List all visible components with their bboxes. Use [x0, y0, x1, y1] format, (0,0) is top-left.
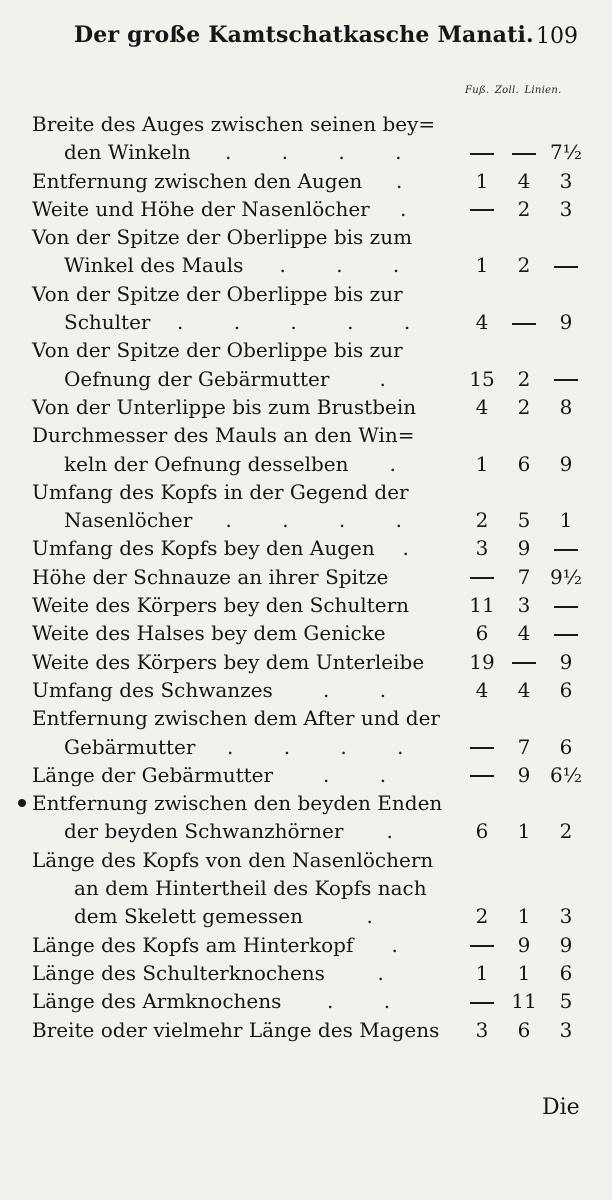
label-text: Umfang des Kopfs bey den Augen: [32, 536, 375, 561]
label-text: Oefnung der Gebärmutter: [64, 366, 330, 391]
measurement-row: [0, 761, 612, 789]
label-text: Von der Spitze der Oberlippe bis zur: [32, 281, 403, 306]
value-linien: [546, 251, 586, 279]
measurement-label-continued: [0, 506, 612, 534]
value-fuss: 19: [469, 649, 495, 674]
empty-value-dash: [470, 945, 494, 947]
label-text: der beyden Schwanzhörner: [64, 819, 344, 844]
value-linien: 1: [559, 508, 573, 533]
label-text: Weite des Halses bey dem Genicke: [32, 621, 386, 646]
label-text: Breite oder vielmehr Länge des Magens: [32, 1017, 440, 1042]
measurement-label: [0, 761, 612, 789]
label-text: Schulter: [64, 310, 151, 335]
leader-dots: . . . .: [225, 140, 424, 165]
label-text: an dem Hintertheil des Kopfs nach: [74, 876, 427, 901]
value-linien: [546, 534, 586, 562]
measurement-row: [0, 534, 612, 562]
label-text: keln der Oefnung desselben: [64, 451, 349, 476]
measurement-row: [0, 393, 612, 421]
value-fuss: [462, 931, 502, 959]
value-zoll: 11: [511, 989, 537, 1014]
value-fuss: 1: [475, 168, 489, 193]
value-linien: [546, 591, 586, 619]
label-text: Von der Unterlippe bis zum Brustbein: [32, 394, 417, 419]
leader-dots: .: [400, 196, 429, 221]
value-linien: 7½: [549, 140, 583, 165]
measurement-row: [0, 336, 612, 393]
label-text: Umfang des Kopfs in der Gegend der: [32, 479, 409, 504]
measurement-label: [0, 280, 612, 308]
label-text: Gebärmutter: [64, 734, 196, 759]
value-linien: 9½: [549, 564, 583, 589]
value-linien: 3: [559, 904, 573, 929]
label-text: Durchmesser des Mauls an den Win=: [32, 423, 415, 448]
leader-dots: .: [389, 451, 418, 476]
value-fuss: [462, 733, 502, 761]
label-text: Von der Spitze der Oberlippe bis zur: [32, 338, 403, 363]
label-text: Länge des Kopfs von den Nasenlöchern: [32, 847, 434, 872]
measurement-label: [0, 167, 612, 195]
measurement-label-continued: [0, 450, 612, 478]
value-zoll: 2: [517, 196, 531, 221]
value-zoll: 9: [517, 762, 531, 787]
measurement-label: [0, 478, 612, 506]
empty-value-dash: [512, 153, 536, 155]
value-zoll: 9: [517, 536, 531, 561]
label-text: Länge des Armknochens: [32, 989, 282, 1014]
measurement-label-continued: [0, 251, 612, 279]
value-zoll: 1: [517, 904, 531, 929]
value-linien: 6½: [549, 762, 583, 787]
label-text: Entfernung zwischen den beyden Enden: [32, 791, 443, 816]
measurement-label: [0, 846, 612, 874]
empty-value-dash: [470, 747, 494, 749]
value-zoll: [504, 648, 544, 676]
unit-column-headers: [465, 85, 590, 96]
label-text: den Winkeln: [64, 140, 191, 165]
leader-dots: .: [366, 904, 395, 929]
measurement-label-continued: [0, 308, 612, 336]
label-text: Weite des Körpers bey dem Unterleibe: [32, 649, 425, 674]
measurement-label: [0, 393, 612, 421]
value-zoll: 3: [517, 593, 531, 618]
measurement-label-continued: [0, 874, 612, 902]
measurement-table: [0, 110, 612, 1044]
measurement-label: [0, 959, 612, 987]
leader-dots: . .: [323, 762, 409, 787]
value-zoll: [504, 138, 544, 166]
label-text: Länge der Gebärmutter: [32, 762, 274, 787]
value-zoll: 1: [517, 819, 531, 844]
leader-dots: .: [379, 366, 408, 391]
measurement-label: [0, 563, 612, 591]
value-linien: 8: [559, 394, 573, 419]
empty-value-dash: [554, 266, 578, 268]
empty-value-dash: [554, 549, 578, 551]
empty-value-dash: [554, 634, 578, 636]
measurement-label-continued: [0, 902, 612, 930]
value-zoll: [504, 308, 544, 336]
measurement-label: [0, 987, 612, 1015]
measurement-row: [0, 959, 612, 987]
value-linien: 6: [559, 677, 573, 702]
value-linien: 6: [559, 960, 573, 985]
empty-value-dash: [512, 662, 536, 664]
measurement-row: [0, 167, 612, 195]
value-fuss: 15: [469, 366, 495, 391]
label-text: Breite des Auges zwischen seinen bey=: [32, 112, 436, 136]
value-zoll: 9: [517, 932, 531, 957]
value-zoll: 6: [517, 1017, 531, 1042]
measurement-label-continued: [0, 733, 612, 761]
measurement-row: [0, 421, 612, 478]
label-text: Nasenlöcher: [64, 508, 193, 533]
empty-value-dash: [470, 775, 494, 777]
label-text: Umfang des Schwanzes: [32, 677, 273, 702]
measurement-row: [0, 931, 612, 959]
value-fuss: 4: [475, 394, 489, 419]
measurement-label-continued: [0, 817, 612, 845]
measurement-row: [0, 110, 612, 167]
value-fuss: 3: [475, 1017, 489, 1042]
label-text: Weite des Körpers bey den Schultern: [32, 593, 410, 618]
empty-value-dash: [470, 577, 494, 579]
running-title: Der große Kamtschatkasche Manati.: [74, 22, 534, 48]
value-linien: 3: [559, 196, 573, 221]
label-text: Winkel des Mauls: [64, 253, 244, 278]
empty-value-dash: [470, 1002, 494, 1004]
value-linien: [546, 619, 586, 647]
value-fuss: [462, 138, 502, 166]
value-linien: 3: [559, 1017, 573, 1042]
label-text: Länge des Schulterknochens: [32, 960, 325, 985]
value-zoll: 4: [517, 621, 531, 646]
leader-dots: .: [377, 960, 406, 985]
leader-dots: . . . .: [225, 508, 425, 533]
value-linien: 9: [559, 310, 573, 335]
unit-linien: Linien.: [524, 85, 562, 96]
measurement-label: [0, 591, 612, 619]
value-fuss: 11: [469, 593, 495, 618]
empty-value-dash: [470, 153, 494, 155]
measurement-label: [0, 619, 612, 647]
value-linien: 6: [559, 734, 573, 759]
value-fuss: 3: [475, 536, 489, 561]
unit-zoll: Zoll.: [494, 85, 519, 96]
measurement-row: [0, 591, 612, 619]
value-zoll: 5: [517, 508, 531, 533]
measurement-row: [0, 619, 612, 647]
value-linien: 9: [559, 932, 573, 957]
value-zoll: 7: [517, 564, 531, 589]
measurement-label: [0, 195, 612, 223]
value-linien: 5: [559, 989, 573, 1014]
measurement-row: [0, 704, 612, 761]
label-text: Entfernung zwischen dem After und der: [32, 706, 440, 731]
running-head: [74, 22, 578, 62]
value-fuss: 4: [475, 677, 489, 702]
measurement-label: [0, 931, 612, 959]
empty-value-dash: [554, 606, 578, 608]
value-fuss: 6: [475, 621, 489, 646]
value-fuss: 2: [475, 508, 489, 533]
catchword: Die: [542, 1095, 580, 1120]
measurement-label-continued: [0, 365, 612, 393]
value-fuss: 2: [475, 904, 489, 929]
measurement-label: [0, 110, 612, 138]
value-zoll: 6: [517, 451, 531, 476]
value-linien: [546, 365, 586, 393]
leader-dots: . . .: [279, 253, 422, 278]
measurement-label: [0, 648, 612, 676]
unit-fuss: Fuß.: [465, 85, 490, 96]
value-fuss: 4: [475, 310, 489, 335]
measurement-label: [0, 421, 612, 449]
leader-dots: .: [396, 168, 425, 193]
measurement-label: [0, 336, 612, 364]
measurement-label: [0, 676, 612, 704]
value-fuss: [462, 761, 502, 789]
label-text: Weite und Höhe der Nasenlöcher: [32, 196, 370, 221]
measurement-row: [0, 280, 612, 337]
value-fuss: 1: [475, 960, 489, 985]
page-number: 109: [536, 24, 578, 49]
measurement-label: [0, 534, 612, 562]
value-zoll: 2: [517, 366, 531, 391]
value-zoll: 7: [517, 734, 531, 759]
measurement-row: [0, 987, 612, 1015]
label-text: Länge des Kopfs am Hinterkopf: [32, 932, 354, 957]
value-linien: 9: [559, 451, 573, 476]
leader-dots: . .: [323, 677, 409, 702]
measurement-row: [0, 1016, 612, 1044]
leader-dots: .: [402, 536, 431, 561]
value-zoll: 4: [517, 677, 531, 702]
value-fuss: 6: [475, 819, 489, 844]
measurement-label: [0, 223, 612, 251]
value-fuss: 1: [475, 253, 489, 278]
leader-dots: . .: [327, 989, 413, 1014]
value-zoll: 2: [517, 253, 531, 278]
measurement-row: [0, 478, 612, 535]
empty-value-dash: [512, 323, 536, 325]
label-text: Von der Spitze der Oberlippe bis zum: [32, 225, 413, 250]
label-text: Entfernung zwischen den Augen: [32, 168, 363, 193]
leader-dots: . . . . .: [177, 310, 433, 335]
value-linien: 9: [559, 649, 573, 674]
leader-dots: .: [391, 932, 420, 957]
empty-value-dash: [554, 379, 578, 381]
leader-dots: .: [386, 819, 415, 844]
measurement-row: [0, 789, 612, 846]
measurement-row: [0, 223, 612, 280]
value-zoll: 4: [517, 168, 531, 193]
label-text: Höhe der Schnauze an ihrer Spitze: [32, 564, 389, 589]
value-fuss: [462, 563, 502, 591]
empty-value-dash: [470, 209, 494, 211]
measurement-label: [0, 1016, 612, 1044]
measurement-label: [0, 704, 612, 732]
value-fuss: [462, 987, 502, 1015]
value-fuss: 1: [475, 451, 489, 476]
value-zoll: 2: [517, 394, 531, 419]
measurement-row: [0, 846, 612, 931]
leader-dots: . . . .: [227, 734, 426, 759]
measurement-row: [0, 648, 612, 676]
measurement-row: [0, 676, 612, 704]
value-fuss: [462, 195, 502, 223]
value-linien: 3: [559, 168, 573, 193]
value-zoll: 1: [517, 960, 531, 985]
measurement-row: [0, 563, 612, 591]
label-text: dem Skelett gemessen: [74, 904, 303, 929]
measurement-label: [0, 789, 612, 817]
value-linien: 2: [559, 819, 573, 844]
measurement-label-continued: [0, 138, 612, 166]
measurement-row: [0, 195, 612, 223]
